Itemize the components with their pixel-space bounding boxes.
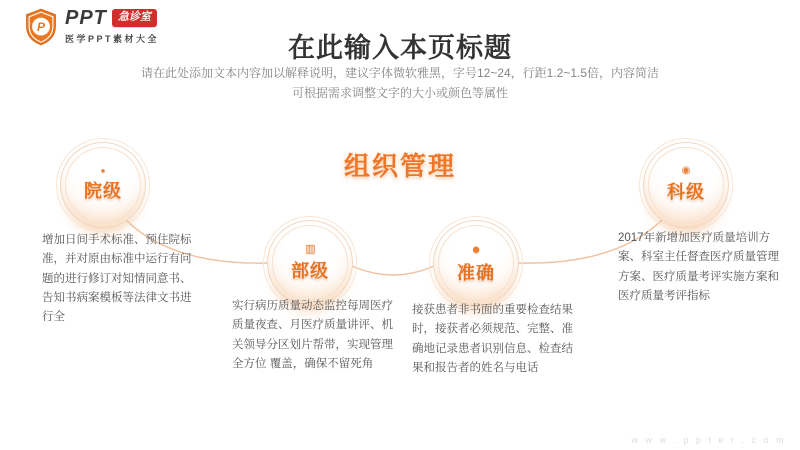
diagram-node-buji <box>267 220 353 306</box>
node-description-keji: 2017年新增加医疗质量培训方案、科室主任督查医疗质量管理方案、医疗质量考评实施方案和医疗质量考评指标 <box>618 232 779 302</box>
dot-icon: ● <box>100 166 106 175</box>
node-label: 准确 <box>457 262 495 283</box>
dot-icon: ● <box>471 240 481 258</box>
brand-text: PPT <box>65 7 107 29</box>
diagram-node-yuanji <box>60 142 146 228</box>
node-description-yuanji: 增加日间手术标准、预住院标准，并对原由标准中运行有问题的进行修订对知情同意书、告知书病案模板等法律文书进行全 <box>42 234 192 324</box>
node-label: 院级 <box>84 181 122 201</box>
diagram-node-zhunque <box>433 220 519 306</box>
brand-tagline: 医学PPT素材大全 <box>65 34 160 44</box>
brand-badge: 急诊室 <box>112 9 157 26</box>
node-description-buji: 实行病历质量动态监控每周医疗质量夜查、月医疗质量讲评、机关领导分区划片帮带，实现管理全方位 覆盖，确保不留死角 <box>232 300 393 370</box>
diagram-node-keji <box>643 142 729 228</box>
node-label: 科级 <box>667 182 705 202</box>
stripes-icon: ▥ <box>305 242 315 255</box>
svg-text:P: P <box>37 19 45 34</box>
diagram-center-title: 组织管理 <box>343 151 456 181</box>
ring-icon: ◉ <box>681 165 691 176</box>
watermark: w w w . p p t e r . c o m <box>631 435 786 445</box>
page-subtitle-line1: 请在此处添加文本内容加以解释说明，建议字体微软雅黑，字号12~24，行距1.2~1.5倍，内容简洁 <box>140 66 660 80</box>
node-label: 部级 <box>291 260 329 281</box>
page-subtitle-line2: 可根据需求调整文字的大小或颜色等属性 <box>291 85 508 100</box>
page-title: 在此输入本页标题 <box>288 33 512 63</box>
node-description-zhunque: 接获患者非书面的重要检查结果时，接获者必须规范、完整、准确地记录患者识别信息、检查结果和报告者的姓名与电话 <box>412 304 573 374</box>
